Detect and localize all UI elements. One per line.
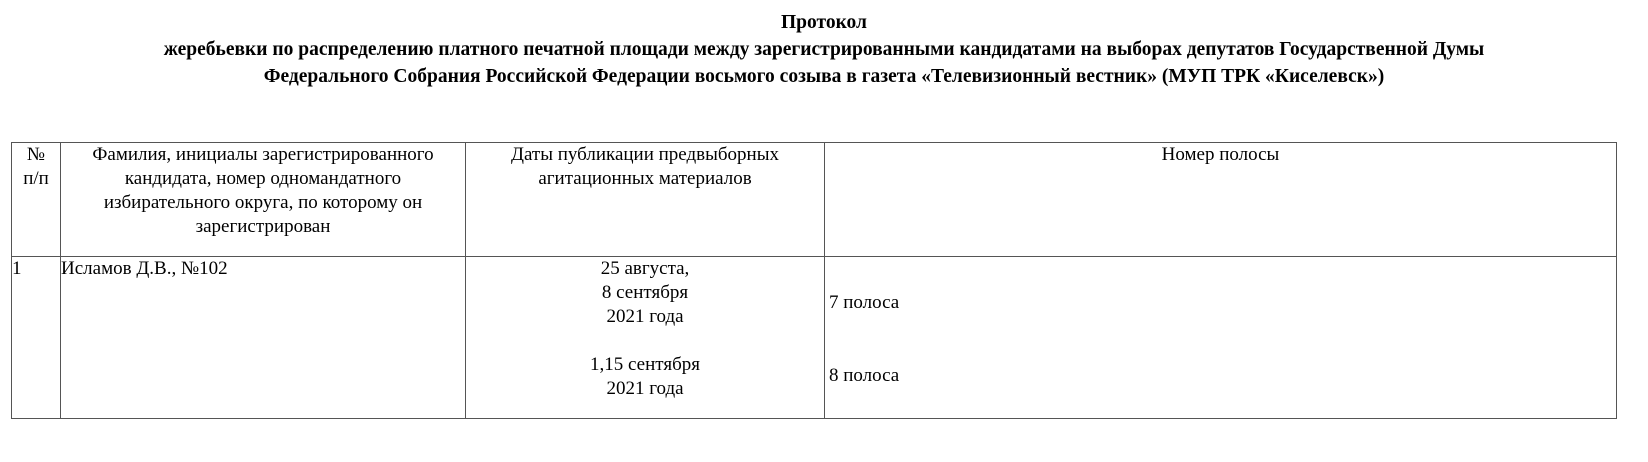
header-candidate: Фамилия, инициалы зарегистрированного кандидата, номер одномандатного избирательного округа, по которому он зарегистрирован: [61, 143, 466, 257]
row-number: 1: [12, 257, 61, 419]
page-number-1: 7 полоса: [829, 292, 900, 313]
header-page-number: Номер полосы: [825, 143, 1617, 257]
document-subtitle-line-1: жеребьевки по распределению платного печатной площади между зарегистрированными кандидатами на выборах депутатов Государственной Думы: [163, 39, 1485, 60]
document-title: Протокол: [781, 12, 867, 33]
protocol-table: [11, 142, 1617, 419]
date-group-1: 25 августа, 8 сентября 2021 года: [600, 258, 690, 327]
date-group-2: 1,15 сентября 2021 года: [590, 354, 700, 399]
document-subtitle-line-2: Федерального Собрания Российской Федерации восьмого созыва в газета «Телевизионный вестник» (МУП ТРК «Киселевск»): [263, 66, 1385, 87]
page-numbers: [825, 257, 1617, 419]
table-header-row: [12, 143, 1617, 257]
header-number: № п/п: [12, 143, 61, 257]
table-row: [12, 257, 1617, 419]
page-number-2: 8 полоса: [829, 365, 900, 386]
candidate-name: Исламов Д.В., №102: [61, 257, 466, 419]
publication-dates: [466, 257, 825, 419]
document-heading: [0, 9, 1648, 90]
header-publication-dates: Даты публикации предвыборных агитационных материалов: [466, 143, 825, 257]
